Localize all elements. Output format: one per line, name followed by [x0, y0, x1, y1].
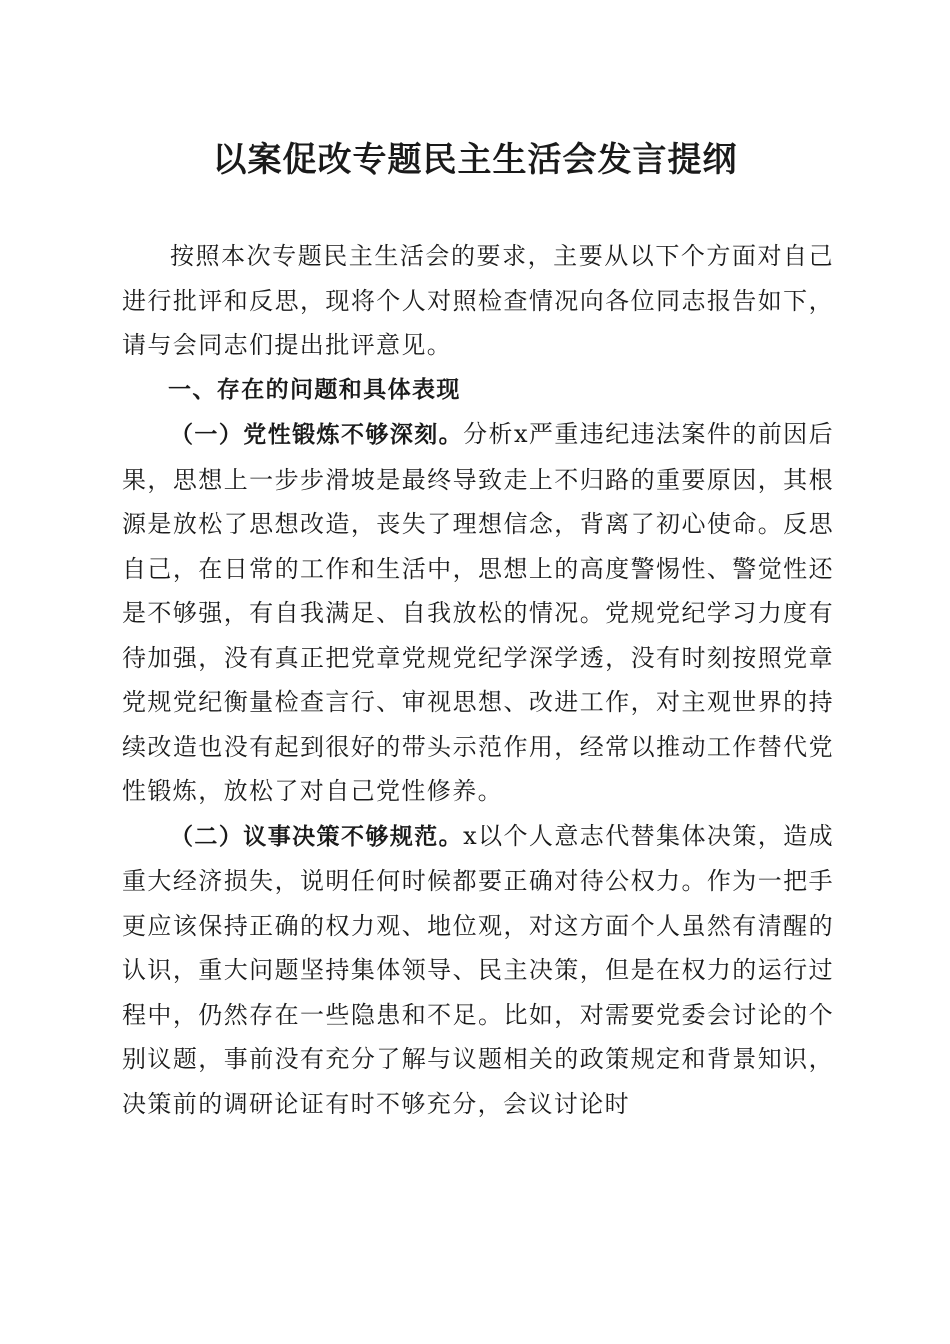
- intro-paragraph: 按照本次专题民主生活会的要求，主要从以下个方面对自己进行批评和反思，现将个人对照检查情况向各位同志报告如下，请与会同志们提出批评意见。: [122, 242, 834, 359]
- item-paragraph-2: [122, 814, 834, 1127]
- item-1-text: 分析x严重违纪违法案件的前因后果，思想上一步步滑坡是最终导致走上不归路的重要原因，其根源是放松了思想改造，丧失了理想信念，背离了初心使命。反思自己，在日常的工作和生活中，思想上的高度警惕性、警觉性还是不够强，有自我满足、自我放松的情况。党规党纪学习力度有待加强，没有真正把党章党规党纪学深学透，没有时刻按照党章党规党纪衡量检查言行、审视思想、改进工作，对主观世界的持续改造也没有起到很好的带头示范作用，经常以推动工作替代党性锻炼，放松了对自己党性修养。: [122, 420, 834, 805]
- item-2-text: x以个人意志代替集体决策，造成重大经济损失，说明任何时候都要正确对待公权力。作为一把手更应该保持正确的权力观、地位观，对这方面个人虽然有清醒的认识，重大问题坚持集体领导、民主决策，但是在权力的运行过程中，仍然存在一些隐患和不足。比如，对需要党委会讨论的个别议题，事前没有充分了解与议题相关的政策规定和背景知识，决策前的调研论证有时不够充分，会议讨论时: [122, 821, 834, 1118]
- item-1-lead: （一）党性锻炼不够深刻。: [170, 422, 464, 448]
- item-2-lead: （二）议事决策不够规范。: [170, 823, 464, 850]
- section-heading: 一、存在的问题和具体表现: [168, 376, 461, 403]
- item-paragraph-1: [122, 412, 834, 814]
- document-body: [122, 234, 834, 1126]
- document-title: 以案促改专题民主生活会发言提纲: [212, 140, 738, 180]
